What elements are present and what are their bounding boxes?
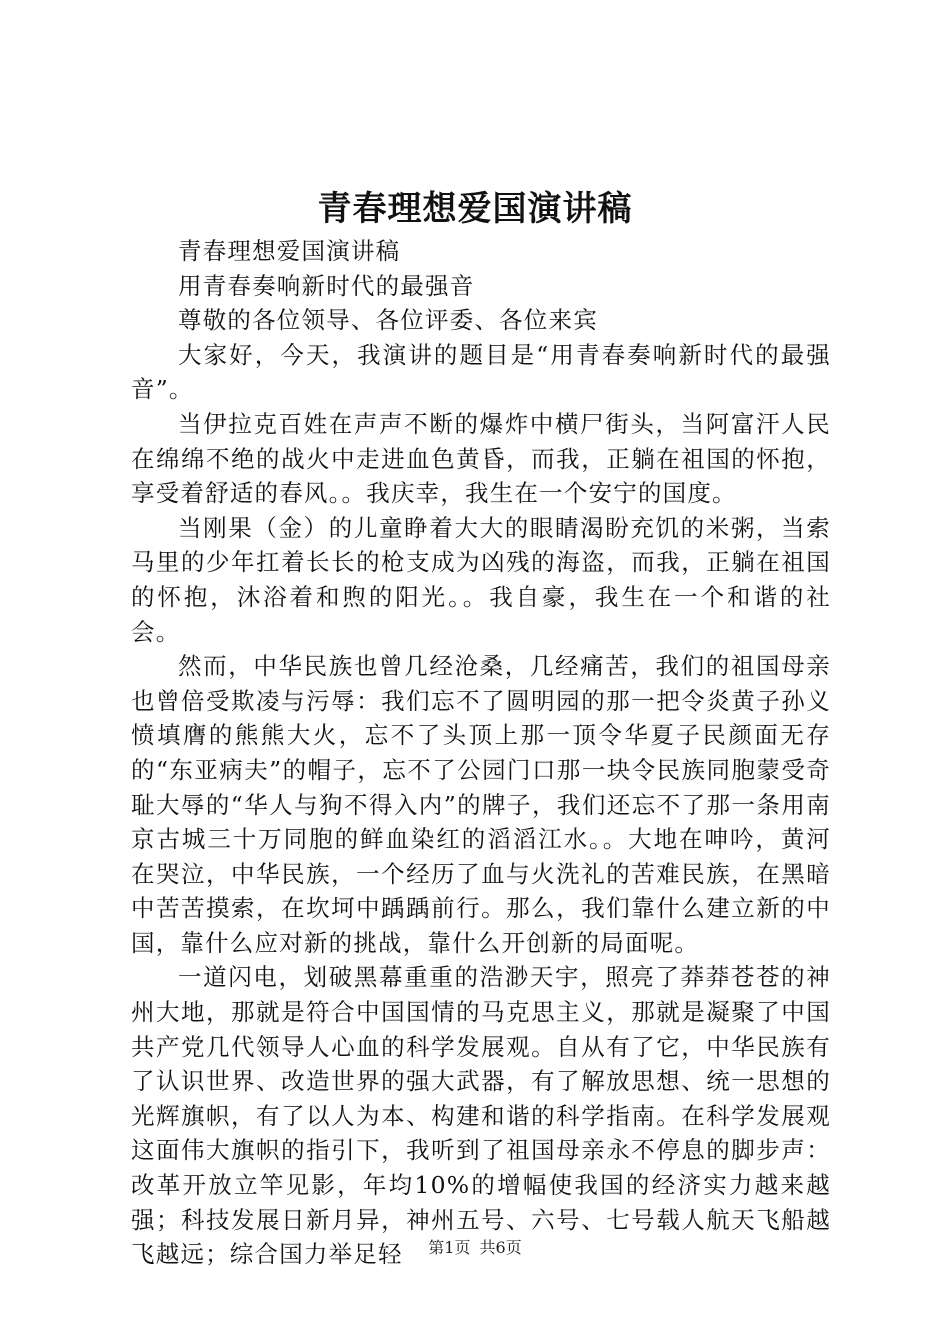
paragraph-salutation: 尊敬的各位领导、各位评委、各位来宾 [178, 306, 598, 335]
paragraph-iraq-afghanistan: 当伊拉克百姓在声声不断的爆炸中横尸街头，当阿富汗人民在绵绵不绝的战火中走进血色黄昏，而我，正躺在祖国的怀抱，享受着舒适的春风。。我庆幸，我生在一个安宁的国度。 [131, 409, 831, 508]
paragraph-repeat-title: 青春理想爱国演讲稿 [178, 237, 401, 265]
paragraph-congo-somalia: 当刚果（金）的儿童睁着大大的眼睛渴盼充饥的米粥，当索马里的少年扛着长长的枪支成为凶残的海盗，而我，正躺在祖国的怀抱，沐浴着和煦的阳光。。我自豪，我生在一个和谐的社会。 [131, 513, 831, 646]
page-total: 共6页 [479, 1238, 522, 1257]
document-title: 青春理想爱国演讲稿 [317, 189, 633, 229]
paragraph-history: 然而，中华民族也曾几经沧桑，几经痛苦，我们的祖国母亲也曾倍受欺凌与污辱：我们忘不了圆明园的那一把令炎黄子孙义愤填膺的熊熊大火，忘不了头顶上那一顶令华夏子民颜面无存的“东亚病夫”的帽子，忘不了公园门口那一块令民族同胞蒙受奇耻大辱的“华人与狗不得入内”的牌子，我们还忘不了那一条用南京古城三十万同胞的鲜血染红的滔滔江水。。大地在呻吟，黄河在哭泣，中华民族，一个经历了血与火洗礼的苦难民族，在黑暗中苦苦摸索，在坎坷中踽踽前行。那么，我们靠什么建立新的中国，靠什么应对新的挑战，靠什么开创新的局面呢。 [131, 652, 831, 957]
page-number: 第1页 [428, 1238, 471, 1257]
paragraph-subtitle: 用青春奏响新时代的最强音 [178, 271, 475, 300]
paragraph-greeting: 大家好，今天，我演讲的题目是“用青春奏响新时代的最强音”。 [131, 340, 831, 404]
document-body [131, 234, 831, 1272]
paragraph-development: 一道闪电，划破黑幕重重的浩渺天宇，照亮了莽莽苍苍的神州大地，那就是符合中国国情的马克思主义，那就是凝聚了中国共产党几代领导人心血的科学发展观。自从有了它，中华民族有了认识世界、改造世界的强大武器，有了解放思想、统一思想的光辉旗帜，有了以人为本、构建和谐的科学指南。在科学发展观这面伟大旗帜的指引下，我听到了祖国母亲永不停息的脚步声：改革开放立竿见影，年均10%的增幅使我国的经济实力越来越强；科技发展日新月异，神州五号、六号、七号载人航天飞船越飞越远；综合国力举足轻 [131, 963, 831, 1269]
page-footer [0, 1236, 950, 1260]
